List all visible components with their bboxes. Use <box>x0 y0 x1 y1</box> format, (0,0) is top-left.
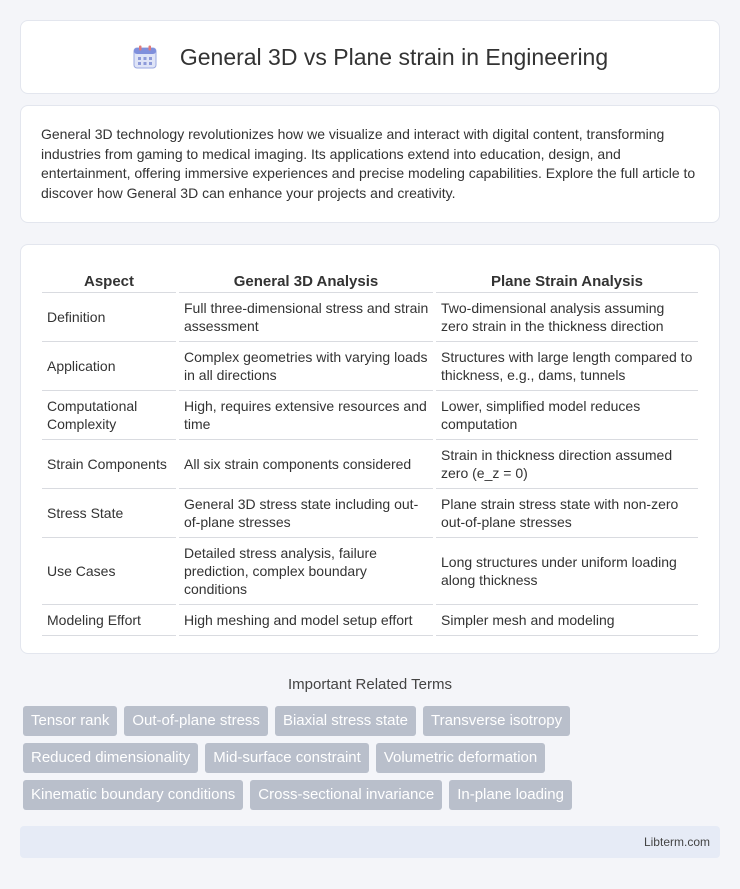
table-cell: Modeling Effort <box>42 605 176 636</box>
table-cell: Simpler mesh and modeling <box>436 605 698 636</box>
table-cell: Lower, simplified model reduces computation <box>436 391 698 440</box>
table-cell: Application <box>42 342 176 391</box>
table-cell: Strain in thickness direction assumed zero (e_z = 0) <box>436 440 698 489</box>
table-row <box>42 489 698 538</box>
tag-tensor-rank[interactable]: Tensor rank <box>23 706 117 736</box>
tag-volumetric-deformation[interactable]: Volumetric deformation <box>376 743 545 773</box>
column-header-aspect: Aspect <box>42 265 176 293</box>
table-row <box>42 342 698 391</box>
table-row <box>42 538 698 605</box>
table-row <box>42 293 698 342</box>
header-card <box>20 20 720 94</box>
table-row <box>42 391 698 440</box>
tag-out-of-plane-stress[interactable]: Out-of-plane stress <box>124 706 268 736</box>
table-cell: Definition <box>42 293 176 342</box>
page-title: General 3D vs Plane strain in Engineering <box>179 43 609 70</box>
table-cell: Complex geometries with varying loads in all directions <box>179 342 433 391</box>
intro-card <box>20 105 720 223</box>
table-cell: General 3D stress state including out-of-plane stresses <box>179 489 433 538</box>
table-row <box>42 440 698 489</box>
table-cell: Long structures under uniform loading along thickness <box>436 538 698 605</box>
table-cell: Structures with large length compared to thickness, e.g., dams, tunnels <box>436 342 698 391</box>
table-header-row <box>42 265 698 293</box>
table-cell: Two-dimensional analysis assuming zero strain in the thickness direction <box>436 293 698 342</box>
tag-row <box>23 743 723 773</box>
related-terms-title: Important Related Terms <box>288 676 452 693</box>
table-cell: Use Cases <box>42 538 176 605</box>
column-header-plane-strain: Plane Strain Analysis <box>436 265 698 293</box>
related-terms-list <box>23 706 723 817</box>
tag-reduced-dimensionality[interactable]: Reduced dimensionality <box>23 743 198 773</box>
column-header-general-3d: General 3D Analysis <box>179 265 433 293</box>
tag-in-plane-loading[interactable]: In-plane loading <box>449 780 572 810</box>
table-cell: Detailed stress analysis, failure prediction, complex boundary conditions <box>179 538 433 605</box>
intro-text: General 3D technology revolutionizes how we visualize and interact with digital content, transforming industries from gaming to medical imaging. Its applications extend into education, design, and entertainment, offering immersive experiences and precise modeling capabilities. Explore the full article to discover how General 3D can enhance your projects and creativity. <box>41 126 696 201</box>
tag-mid-surface-constraint[interactable]: Mid-surface constraint <box>205 743 369 773</box>
comparison-card <box>20 244 720 654</box>
table-cell: High, requires extensive resources and time <box>179 391 433 440</box>
tag-transverse-isotropy[interactable]: Transverse isotropy <box>423 706 570 736</box>
table-cell: All six strain components considered <box>179 440 433 489</box>
tag-row <box>23 780 723 810</box>
table-cell: Plane strain stress state with non-zero out-of-plane stresses <box>436 489 698 538</box>
table-row <box>42 605 698 636</box>
table-cell: Full three-dimensional stress and strain assessment <box>179 293 433 342</box>
tag-kinematic-boundary-conditions[interactable]: Kinematic boundary conditions <box>23 780 243 810</box>
footer <box>20 826 720 858</box>
tag-row <box>23 706 723 736</box>
table-cell: Stress State <box>42 489 176 538</box>
tag-cross-sectional-invariance[interactable]: Cross-sectional invariance <box>250 780 442 810</box>
comparison-table <box>39 265 701 636</box>
footer-site-link[interactable]: Libterm.com <box>643 835 710 849</box>
tag-biaxial-stress-state[interactable]: Biaxial stress state <box>275 706 416 736</box>
table-cell: Computational Complexity <box>42 391 176 440</box>
table-cell: High meshing and model setup effort <box>179 605 433 636</box>
table-cell: Strain Components <box>42 440 176 489</box>
calendar-icon <box>132 44 158 70</box>
